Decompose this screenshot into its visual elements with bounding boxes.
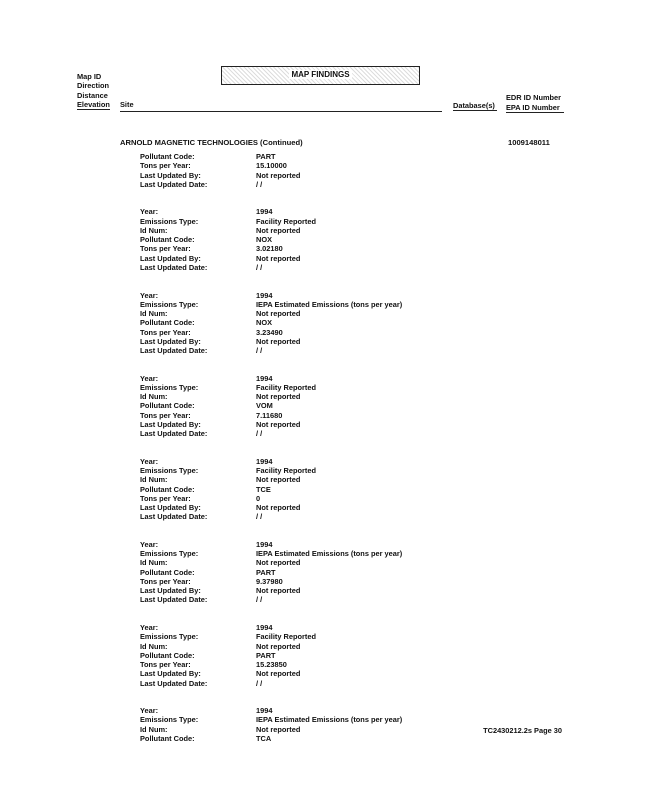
field-row [140,651,440,660]
field-row [140,466,440,475]
field-row [140,669,440,678]
field-row [140,337,440,346]
field-label: Last Updated By: [140,503,201,513]
field-label: Year: [140,373,159,383]
field-row [140,180,440,189]
field-row [140,632,440,641]
field-row [140,549,440,558]
field-row [140,485,440,494]
record-gap [140,272,440,290]
field-row [140,318,440,327]
field-label: Pollutant Code: [140,567,195,577]
field-label: Emissions Type: [140,549,199,559]
field-value: 1994 [256,207,273,217]
field-row [140,207,440,216]
field-value: 9.37980 [256,576,283,586]
field-label: Tons per Year: [140,576,191,586]
record-gap [140,189,440,207]
field-row [140,512,440,521]
field-label: Last Updated By: [140,586,201,596]
field-value: TCE [256,484,271,494]
field-row [140,161,440,170]
field-value: NOX [256,318,273,328]
field-label: Last Updated Date: [140,179,208,189]
field-label: Year: [140,290,159,300]
field-label: Year: [140,539,159,549]
field-label: Year: [140,623,159,633]
field-value: 1994 [256,290,273,300]
field-label: Id Num: [140,225,168,235]
field-label: Tons per Year: [140,410,191,420]
field-row [140,235,440,244]
field-row [140,217,440,226]
field-row [140,291,440,300]
field-label: Pollutant Code: [140,152,195,161]
site-label: Site [120,100,134,109]
field-label: Last Updated Date: [140,262,208,272]
field-value: 0 [256,493,261,503]
field-value: PART [256,650,276,660]
field-label: Pollutant Code: [140,733,195,743]
field-row [140,475,440,484]
field-value: Not reported [256,558,301,568]
field-label: Last Updated By: [140,336,201,346]
field-value: Not reported [256,225,301,235]
field-label: Id Num: [140,475,168,485]
record-gap [140,522,440,540]
field-row [140,494,440,503]
direction-label: Direction [77,81,110,91]
field-value: 1994 [256,706,273,716]
field-label: Year: [140,207,159,217]
database-label: Database(s) [453,101,495,110]
epa-underline [506,112,564,113]
record-gap [140,438,440,456]
emissions-records [140,152,440,743]
field-row [140,254,440,263]
field-value: TCA [256,733,272,743]
field-row [140,558,440,567]
field-row [140,226,440,235]
field-value: Not reported [256,170,301,180]
record-gap [140,355,440,373]
field-value: Not reported [256,641,301,651]
field-label: Last Updated Date: [140,429,208,439]
field-value: 7.11680 [256,410,283,420]
field-label: Id Num: [140,309,168,319]
field-value: PART [256,152,276,161]
field-value: Not reported [256,724,301,734]
field-row [140,679,440,688]
epa-id-label: EPA ID Number [506,103,560,112]
field-row [140,263,440,272]
field-label: Last Updated By: [140,669,201,679]
field-value: 1994 [256,456,273,466]
field-row [140,411,440,420]
field-row [140,300,440,309]
field-value: 1994 [256,373,273,383]
field-value: Not reported [256,503,301,513]
field-label: Last Updated Date: [140,595,208,605]
field-row [140,171,440,180]
field-value: 1994 [256,539,273,549]
field-value: Facility Reported [256,632,316,642]
field-row [140,595,440,604]
field-row [140,577,440,586]
field-row [140,346,440,355]
field-row [140,540,440,549]
field-row [140,568,440,577]
field-row [140,660,440,669]
field-value: / / [256,595,263,605]
field-label: Year: [140,706,159,716]
field-label: Tons per Year: [140,161,191,171]
field-value: 3.23490 [256,327,283,337]
facility-epa-id: 1009148011 [508,138,550,147]
field-label: Pollutant Code: [140,401,195,411]
field-row [140,420,440,429]
field-label: Id Num: [140,392,168,402]
header-rule [120,111,442,112]
field-label: Last Updated Date: [140,512,208,522]
field-value: 3.02180 [256,244,283,254]
field-row [140,328,440,337]
field-label: Id Num: [140,724,168,734]
field-label: Pollutant Code: [140,318,195,328]
database-underline [453,110,497,111]
field-label: Last Updated By: [140,419,201,429]
field-label: Year: [140,456,159,466]
field-label: Tons per Year: [140,660,191,670]
field-row [140,429,440,438]
field-row [140,734,440,743]
field-row [140,457,440,466]
field-value: VOM [256,401,273,411]
field-row [140,401,440,410]
field-value: IEPA Estimated Emissions (tons per year) [256,715,403,725]
field-row [140,706,440,715]
field-label: Emissions Type: [140,466,199,476]
field-value: 1994 [256,623,273,633]
field-label: Pollutant Code: [140,235,195,245]
field-value: / / [256,429,263,439]
field-row [140,642,440,651]
field-row [140,152,440,161]
field-value: / / [256,262,263,272]
field-row [140,623,440,632]
field-label: Emissions Type: [140,299,199,309]
field-label: Last Updated Date: [140,678,208,688]
field-label: Pollutant Code: [140,484,195,494]
elevation-underline [77,109,110,110]
elevation-label: Elevation [77,100,110,110]
field-row [140,725,440,734]
header-right-labels [506,93,561,113]
banner-title: MAP FINDINGS [291,70,350,79]
field-value: / / [256,512,263,522]
field-label: Id Num: [140,641,168,651]
field-value: Not reported [256,309,301,319]
field-label: Last Updated By: [140,170,201,180]
field-value: Not reported [256,419,301,429]
field-row [140,392,440,401]
field-value: IEPA Estimated Emissions (tons per year) [256,299,403,309]
distance-label: Distance [77,90,108,100]
field-label: Emissions Type: [140,216,199,226]
field-value: Not reported [256,586,301,596]
field-value: / / [256,346,263,356]
field-value: PART [256,567,276,577]
field-row [140,586,440,595]
field-label: Emissions Type: [140,632,199,642]
field-value: / / [256,179,263,189]
map-id-label: Map ID [77,72,102,81]
field-value: Not reported [256,669,301,679]
field-label: Last Updated By: [140,253,201,263]
field-value: Facility Reported [256,216,316,226]
header-left-labels [77,72,110,110]
facility-title: ARNOLD MAGNETIC TECHNOLOGIES (Continued) [120,138,303,147]
field-value: Facility Reported [256,466,316,476]
field-label: Emissions Type: [140,715,199,725]
page-footer: TC2430212.2s Page 30 [483,726,562,735]
field-row [140,715,440,724]
field-value: / / [256,678,263,688]
field-row [140,383,440,392]
record-gap [140,605,440,623]
field-value: Facility Reported [256,382,316,392]
section-header [120,138,560,147]
field-label: Id Num: [140,558,168,568]
field-label: Tons per Year: [140,327,191,337]
field-label: Tons per Year: [140,493,191,503]
record-gap [140,688,440,706]
field-row [140,503,440,512]
field-label: Pollutant Code: [140,650,195,660]
field-row [140,244,440,253]
field-value: NOX [256,235,273,245]
field-row [140,309,440,318]
field-value: 15.23850 [256,660,287,670]
field-label: Last Updated Date: [140,346,208,356]
field-label: Tons per Year: [140,244,191,254]
field-value: Not reported [256,475,301,485]
field-value: 15.10000 [256,161,287,171]
map-findings-banner [221,66,420,85]
field-value: Not reported [256,392,301,402]
field-label: Emissions Type: [140,382,199,392]
field-value: Not reported [256,253,301,263]
field-row [140,374,440,383]
field-value: IEPA Estimated Emissions (tons per year) [256,549,403,559]
edr-id-label: EDR ID Number [506,93,562,102]
field-value: Not reported [256,336,301,346]
